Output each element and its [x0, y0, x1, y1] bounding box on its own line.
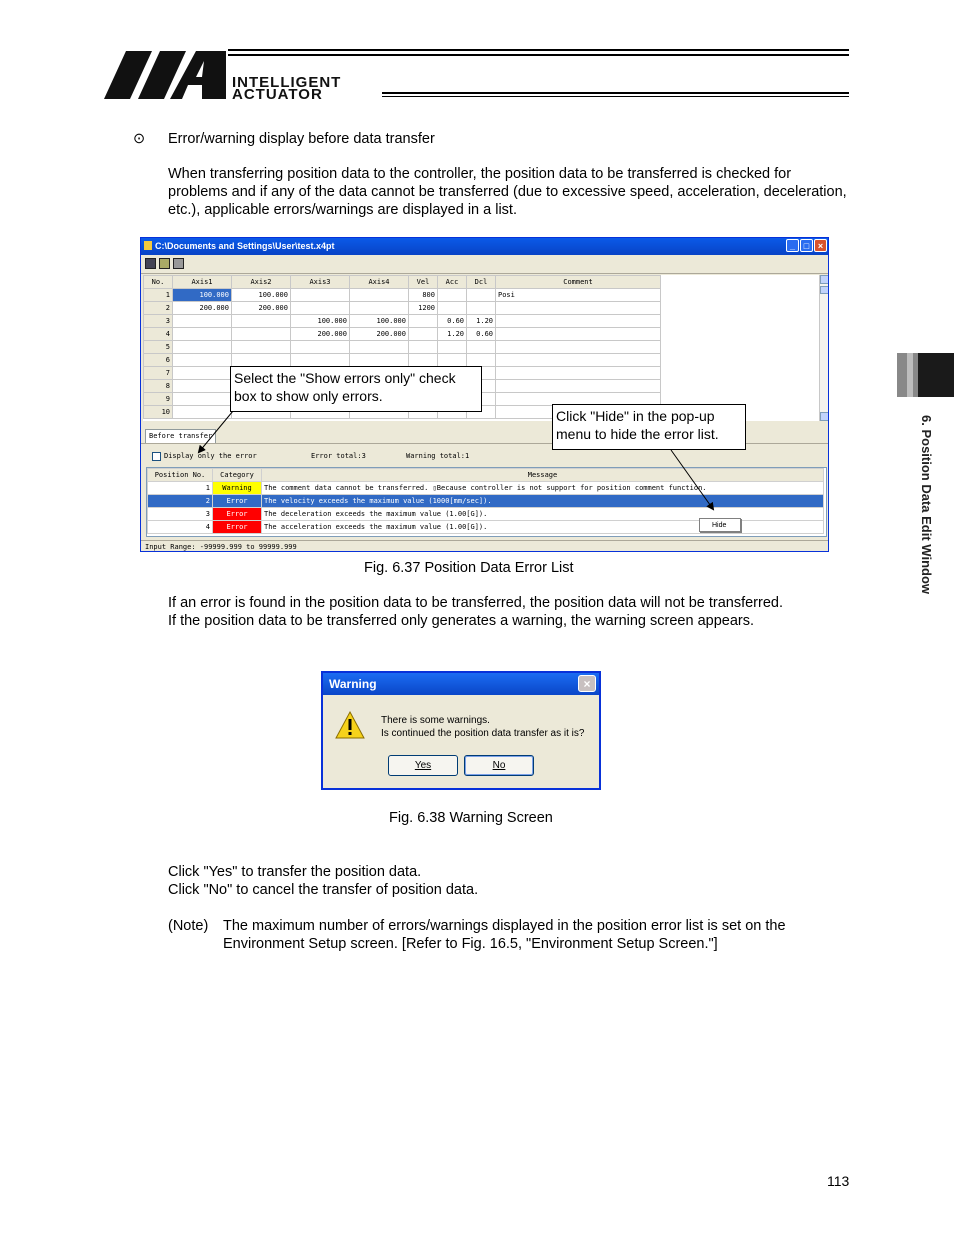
error-category-cell: Warning	[213, 482, 262, 495]
section-bullet: ⊙	[133, 131, 146, 147]
callout-show-errors: Select the "Show errors only" check box to show only errors.	[230, 366, 482, 412]
error-category-cell: Error	[213, 495, 262, 508]
position-cell[interactable]: 1.20	[467, 315, 496, 328]
position-cell[interactable]: 1200	[409, 302, 438, 315]
logo-text-intelligent: INTELLIGENT	[232, 74, 342, 91]
note-label: (Note)	[168, 918, 209, 934]
window-title: C:\Documents and Settings\User\test.x4pt	[155, 241, 335, 251]
status-text: Input Range: -99999.999 to 99999.999	[145, 543, 297, 551]
col-header: Axis2	[232, 276, 291, 289]
position-cell[interactable]: 100.000	[350, 315, 409, 328]
col-header: No.	[144, 276, 173, 289]
error-message-cell: The comment data cannot be transferred. ▯Because controller is not support for position comment function.	[262, 482, 824, 495]
row-number-cell: 5	[144, 341, 173, 354]
error-message-cell: The velocity exceeds the maximum value (1000[mm/sec]).	[262, 495, 824, 508]
row-number-cell: 7	[144, 367, 173, 380]
figure-caption-638: Fig. 6.38 Warning Screen	[389, 810, 553, 826]
dialog-message-line-2: Is continued the position data transfer as it is?	[381, 728, 585, 739]
error-message-cell: The acceleration exceeds the maximum value (1.00[G]).	[262, 521, 824, 534]
callout-hide: Click "Hide" in the pop-up menu to hide the error list.	[552, 404, 746, 450]
tab-before-transfer[interactable]: Before transfer	[145, 429, 216, 443]
col-header: Category	[213, 469, 262, 482]
warning-icon	[335, 710, 365, 740]
error-total: Error total:3	[311, 452, 366, 460]
row-number-cell: 3	[144, 315, 173, 328]
section-paragraph: When transferring position data to the controller, the position data to be transferred is checked for problems and if any of the data cannot be transferred (due to excessive speed, acceleration, deceleration, etc.), applicable errors/warnings are displayed in a list.	[168, 166, 847, 218]
position-cell[interactable]: 200.000	[350, 328, 409, 341]
col-header: Dcl	[467, 276, 496, 289]
row-number-cell: 9	[144, 393, 173, 406]
close-button[interactable]: ×	[814, 239, 827, 252]
minimize-button[interactable]: _	[786, 239, 799, 252]
note-text: The maximum number of errors/warnings displayed in the position error list is set on the Environment Setup screen. [Refer to Fig. 16.5, "Environment Setup Screen."]	[223, 918, 786, 952]
dialog-message-line-1: There is some warnings.	[381, 715, 490, 726]
warning-total: Warning total:1	[406, 452, 470, 460]
position-cell[interactable]: 0.60	[467, 328, 496, 341]
side-tab-label: 6. Position Data Edit Window	[919, 415, 934, 594]
dialog-close-button[interactable]: ×	[578, 675, 596, 692]
position-cell[interactable]: 100.000	[173, 289, 232, 302]
position-cell[interactable]: 1.20	[438, 328, 467, 341]
row-number-cell: 4	[144, 328, 173, 341]
show-errors-only-label: Display only the error	[164, 452, 257, 460]
col-header: Position No.	[148, 469, 213, 482]
figure-caption-637: Fig. 6.37 Position Data Error List	[364, 560, 574, 576]
position-cell[interactable]: Posi	[496, 289, 661, 302]
row-number-cell: 2	[144, 302, 173, 315]
col-header: Axis4	[350, 276, 409, 289]
position-cell[interactable]: 200.000	[291, 328, 350, 341]
dialog-titlebar	[323, 673, 599, 695]
error-message-cell: The deceleration exceeds the maximum value (1.00[G]).	[262, 508, 824, 521]
col-header: Vel	[409, 276, 438, 289]
error-category-cell: Error	[213, 521, 262, 534]
error-position-cell: 1	[148, 482, 213, 495]
paragraph-2-line-2: If the position data to be transferred only generates a warning, the warning screen appears.	[168, 613, 754, 629]
col-header: Acc	[438, 276, 467, 289]
dialog-message	[381, 714, 584, 740]
error-position-cell: 3	[148, 508, 213, 521]
error-position-cell: 4	[148, 521, 213, 534]
section-heading: Error/warning display before data transfer	[168, 131, 435, 147]
no-button[interactable]: No	[464, 755, 534, 776]
col-header: Message	[262, 469, 824, 482]
error-position-cell: 2	[148, 495, 213, 508]
paragraph-3-line-1: Click "Yes" to transfer the position data.	[168, 864, 422, 880]
page-number: 113	[827, 1173, 850, 1189]
position-cell[interactable]: 100.000	[291, 315, 350, 328]
position-cell[interactable]: 800	[409, 289, 438, 302]
col-header: Axis3	[291, 276, 350, 289]
paragraph-3-line-2: Click "No" to cancel the transfer of position data.	[168, 882, 479, 898]
position-cell[interactable]: 100.000	[232, 289, 291, 302]
row-number-cell: 6	[144, 354, 173, 367]
paragraph-2-line-1: If an error is found in the position data to be transferred, the position data will not be transferred.	[168, 595, 783, 611]
position-cell[interactable]: 0.60	[438, 315, 467, 328]
callout-arrows	[0, 0, 954, 600]
position-cell[interactable]: 200.000	[232, 302, 291, 315]
logo-text-actuator: ACTUATOR	[232, 86, 323, 103]
warning-dialog	[321, 671, 601, 790]
col-header: Axis1	[173, 276, 232, 289]
yes-button[interactable]: Yes	[388, 755, 458, 776]
maximize-button[interactable]: □	[800, 239, 813, 252]
callout-right-arrow	[671, 450, 713, 509]
row-number-cell: 10	[144, 406, 173, 419]
row-number-cell: 8	[144, 380, 173, 393]
dialog-title: Warning	[329, 677, 377, 691]
position-cell[interactable]: 200.000	[173, 302, 232, 315]
row-number-cell: 1	[144, 289, 173, 302]
hide-popup-menu-item[interactable]: Hide	[699, 518, 741, 532]
error-category-cell: Error	[213, 508, 262, 521]
callout-left-arrow	[199, 411, 233, 452]
col-header: Comment	[496, 276, 661, 289]
